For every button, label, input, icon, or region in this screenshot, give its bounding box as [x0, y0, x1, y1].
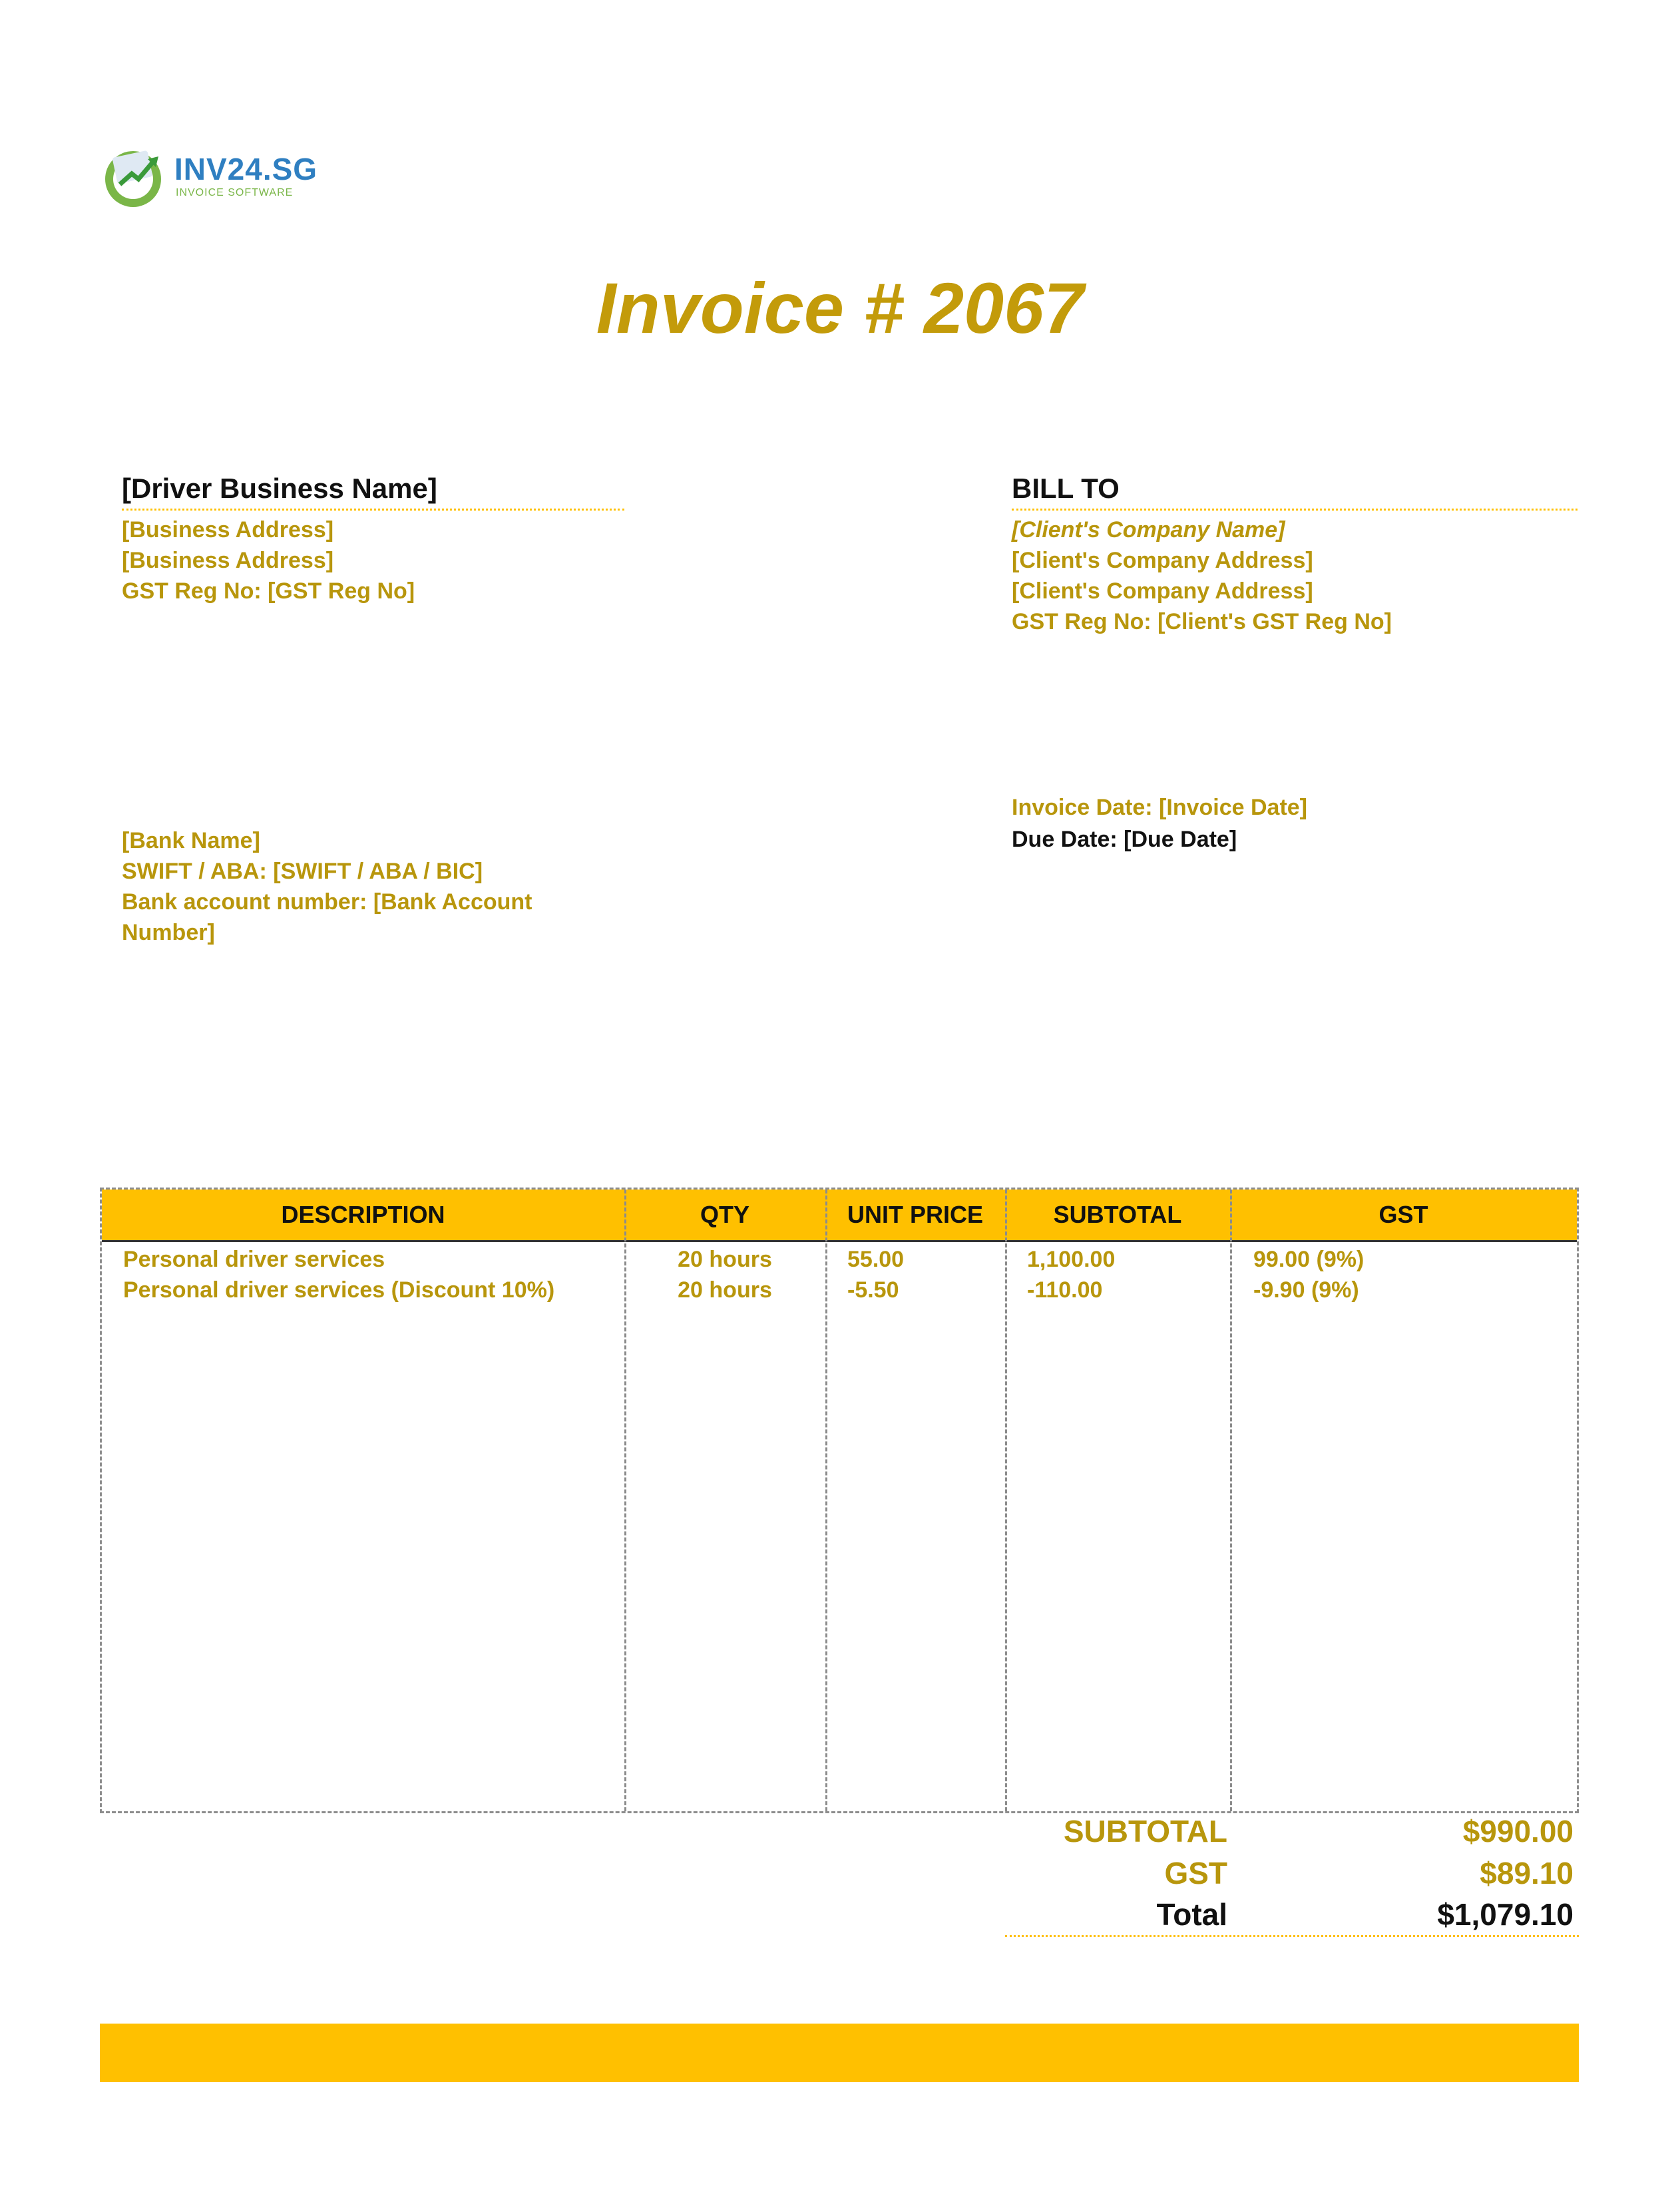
logo-tagline: INVOICE SOFTWARE: [176, 187, 294, 198]
client-company-name: [Client's Company Name]: [1012, 517, 1285, 543]
seller-block: [122, 473, 624, 606]
gst-total-label: GST: [1164, 1856, 1227, 1890]
grand-total-label: Total: [1156, 1897, 1227, 1932]
row-1-subtotal: 1,100.00: [1027, 1247, 1116, 1272]
row-2-description: Personal driver services (Discount 10%): [123, 1277, 555, 1303]
row-2-unit-price: -5.50: [847, 1277, 899, 1303]
seller-address-1: [Business Address]: [122, 517, 334, 543]
bank-details: [122, 825, 574, 948]
row-1-gst: 99.00 (9%): [1253, 1247, 1365, 1272]
table-header: [102, 1190, 1577, 1242]
column-header-qty: QTY: [700, 1201, 749, 1228]
logo-brand-text: INV24.SG: [174, 152, 318, 186]
logo-icon: [100, 143, 169, 210]
column-header-subtotal: SUBTOTAL: [1053, 1201, 1182, 1228]
bank-account-line-1: Bank account number: [Bank Account: [122, 889, 532, 915]
gst-total-value: $89.10: [1480, 1856, 1574, 1890]
client-address-2: [Client's Company Address]: [1012, 578, 1313, 604]
row-1-unit-price: 55.00: [847, 1247, 905, 1272]
grand-total-value: $1,079.10: [1437, 1897, 1574, 1932]
column-header-unit-price: UNIT PRICE: [847, 1201, 983, 1228]
invoice-dates: [1012, 792, 1577, 855]
company-logo: [100, 143, 319, 210]
line-items-table: [100, 1188, 1579, 1813]
footer-bar: [100, 2024, 1579, 2082]
bank-name: [Bank Name]: [122, 828, 260, 853]
bank-swift: SWIFT / ABA: [SWIFT / ABA / BIC]: [122, 859, 483, 884]
seller-name: [Driver Business Name]: [122, 473, 624, 511]
seller-gst: GST Reg No: [GST Reg No]: [122, 578, 415, 604]
due-date: Due Date: [Due Date]: [1012, 827, 1237, 852]
bill-to-block: [1012, 473, 1577, 637]
row-2-subtotal: -110.00: [1027, 1277, 1103, 1303]
column-divider: [825, 1190, 827, 1811]
column-divider: [1005, 1190, 1007, 1811]
subtotal-label: SUBTOTAL: [1063, 1814, 1227, 1849]
column-header-description: DESCRIPTION: [281, 1201, 445, 1228]
bill-to-heading: BILL TO: [1012, 473, 1577, 511]
totals-divider: [1005, 1935, 1579, 1937]
row-1-qty: 20 hours: [678, 1247, 772, 1272]
seller-address-2: [Business Address]: [122, 548, 334, 573]
invoice-title: Invoice # 2067: [596, 268, 1084, 348]
column-header-gst: GST: [1378, 1201, 1428, 1228]
subtotal-value: $990.00: [1462, 1814, 1574, 1849]
bank-account-line-2: Number]: [122, 920, 215, 945]
invoice-date: Invoice Date: [Invoice Date]: [1012, 795, 1308, 820]
client-gst: GST Reg No: [Client's GST Reg No]: [1012, 609, 1392, 634]
row-2-qty: 20 hours: [678, 1277, 772, 1303]
row-1-description: Personal driver services: [123, 1247, 385, 1272]
column-divider: [1230, 1190, 1232, 1811]
client-address-1: [Client's Company Address]: [1012, 548, 1313, 573]
row-2-gst: -9.90 (9%): [1253, 1277, 1359, 1303]
